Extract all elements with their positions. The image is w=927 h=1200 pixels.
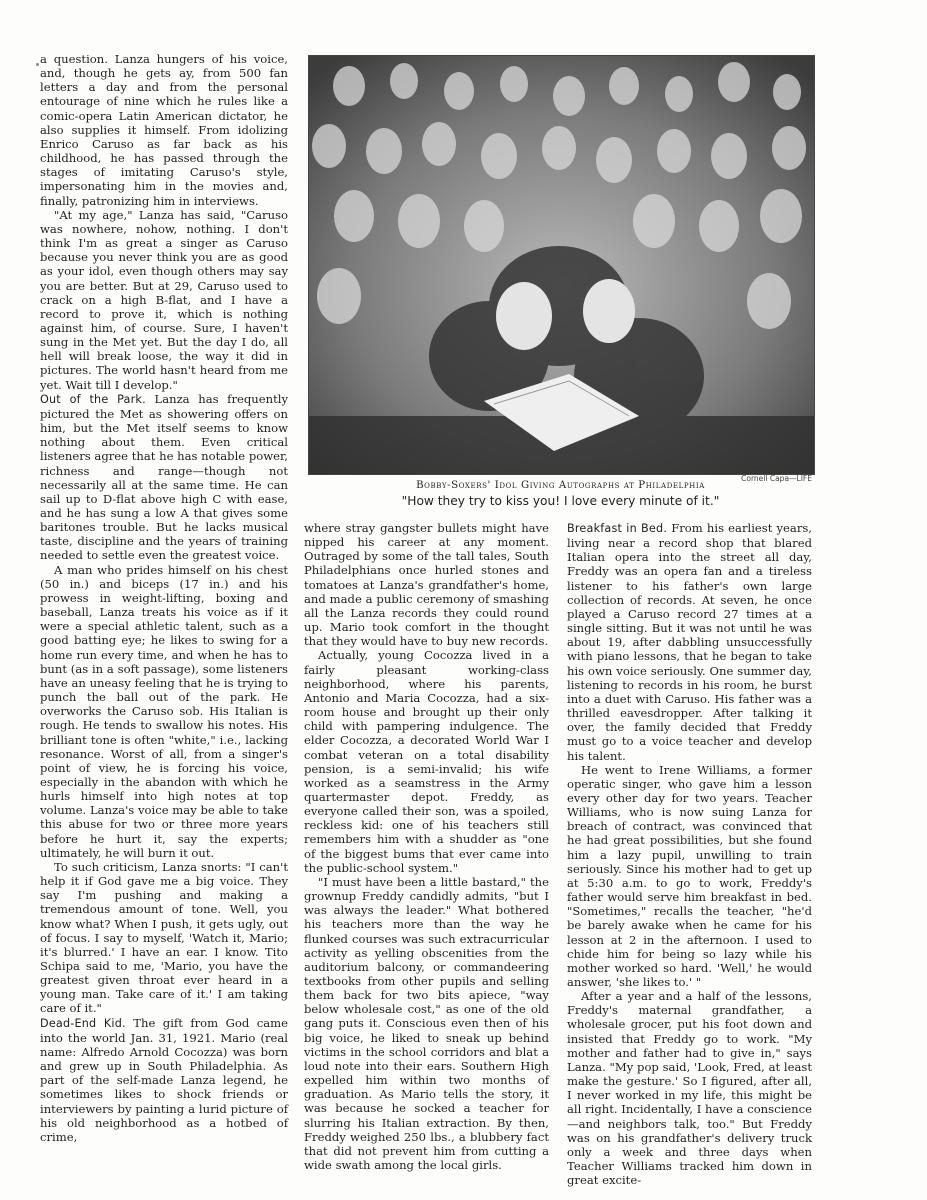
paragraph: After a year and a half of the lessons, Freddy's maternal grandfather, a wholesale grocer, put his foot down and insisted that Freddy go to work. "My mother and father had to give in," says Lanza. "My pop said, 'Look, Fred, at least make the gesture.' So I figured, after all, I never worked in my life, this might be all right. Incidentally, I have a conscience—and neighbors talk, too." But Freddy was on his grandfather's delivery truck only a week and three days when Teacher Williams tracked him down in great excite-: [567, 989, 812, 1188]
paragraph: "At my age," Lanza has said, "Caruso was nowhere, nohow, nothing. I don't think I'm as great a singer as Caruso because you never think you are as good as your idol, even though others may say you are better. But at 29, Caruso used to crack on a high B-flat, and I have a record to prove it, which is nothing against him, of course. Sure, I haven't sung in the Met yet. But the day I do, all hell will break loose, the way it did in pictures. The world hasn't heard from me yet. Wait till I develop.": [40, 207, 288, 392]
paragraph-text: Lanza has frequently pictured the Met as showering offers on him, but the Met itself seems to know nothing about them. Even critical listeners agree that he has notable power, richness and range—though not necessarily all at the same time. He can sail up to D-flat above high C with ease, and he has sung a low A that gives some baritones trouble. But he lacks musical taste, discipline and the years of training needed to settle even the greatest voice.: [40, 391, 289, 563]
crowd-photograph: [308, 55, 815, 475]
paragraph: "I must have been a little bastard," the grownup Freddy candidly admits, "but I was always the leader." What bothered his teachers more than the way he flunked courses was such extracurricular activity as yelling obscenities from the auditorium balcony, or commandeering textbooks from other pupils and selling them back for two bits apiece, "way below wholesale cost," as one of the old gang puts it. Conscious even then of his big voice, he liked to sneak up behind victims in the school corridors and blat a loud note into their ears. Southern High expelled him within two months of graduation. As Mario tells the story, it was because he socked a teacher for slurring his Italian extraction. By then, Freddy weighed 250 lbs., a blubbery fact that did not prevent him from cutting a wide swath among the local girls.: [304, 874, 549, 1173]
paragraph: Actually, young Cocozza lived in a fairly pleasant working-class neighborhood, where his parents, Antonio and Maria Cocozza, had a six-room house and brought up their only child with pampering indulgence. The elder Cocozza, a decorated World War I combat veteran on a total disability pension, is a semi-invalid; his wife worked as a seamstress in the Army quartermaster depot. Freddy, as everyone called their son, was a spoiled, reckless kid: one of his teachers still remembers him with a shudder as "one of the biggest bums that ever came into the public-school system.": [304, 648, 549, 875]
crowd-photo-image: [309, 56, 814, 474]
photo-quote: "How they try to kiss you! I love every minute of it.": [401, 494, 720, 508]
paragraph-text: From his earliest years, living near a record shop that blared Italian opera into the street all day, Freddy was an opera fan and a tireless listener to his father's own large collection of records. At seven, he once played a Caruso record 27 times at a single sitting. But it was not until he was about 19, after dabbling unsuccessfully with piano lessons, that he began to take his own voice seriously. One summer day, listening to records in his room, he burst into a duet with Caruso. His father was a thrilled eavesdropper. After talking it over, the family decided that Freddy must go to a voice teacher and develop his talent.: [567, 521, 812, 763]
section-heading: Breakfast in Bed.: [567, 522, 668, 535]
section-heading: Dead-End Kid.: [40, 1016, 126, 1030]
photo-credit: Cornell Capa—LIFE: [741, 474, 812, 483]
article-column-1: [40, 52, 288, 1144]
paragraph: where stray gangster bullets might have nipped his career at any moment. Outraged by some of the tall tales, South Philadelphians once hurled stones and tomatoes at Lanza's grandfather's home, and made a public ceremony of smashing all the Lanza records they could round up. Mario took comfort in the thought that they would have to buy new records.: [304, 521, 549, 649]
article-column-3: [567, 521, 812, 1187]
paragraph: A man who prides himself on his chest (50 in.) and biceps (17 in.) and his prowess in weight-lifting, boxing and baseball, Lanza treats his voice as if it were a special athletic talent, such as a good batting eye; he likes to swing for a home run every time, and when he has to bunt (as in a soft passage), some listeners have an uneasy feeling that he is trying to punch the ball out of the park. He overworks the Caruso sob. His Italian is rough. He tends to swallow his notes. His brilliant tone is often "white," i.e., lacking resonance. Worst of all, from a singer's point of view, he is forcing his voice, especially in the abandon with which he hurls himself into high notes at top volume. Lanza's voice may be able to take this abuse for two or three more years before he hurt it, say the experts; ultimately, he will burn it out.: [40, 562, 288, 860]
photo-caption: Bobby-Soxers' Idol Giving Autographs at Philadelphia: [416, 480, 705, 491]
section-paragraph: [40, 392, 288, 563]
article-column-2: [304, 521, 549, 1172]
paragraph: To such criticism, Lanza snorts: "I can't help it if God gave me a big voice. They say I'm pushing and making a tremendous amount of tone. Well, you know what? When I push, it gets ugly, out of focus. I say to myself, 'Watch it, Mario; it's blurred.' I have an ear. I know. Tito Schipa said to me, 'Mario, you have the greatest given throat ever heard in a young man. Take care of it.' I am taking care of it.": [40, 859, 288, 1016]
section-paragraph: [567, 521, 812, 763]
paragraph: He went to Irene Williams, a former operatic singer, who gave him a lesson every other day for two years. Teacher Williams, who is now suing Lanza for breach of contract, was convinced that he had great possibilities, but she found him a lazy pupil, unwilling to train seriously. Since his mother had to get up at 5:30 a.m. to go to work, Freddy's father would serve him breakfast in bed. "Sometimes," recalls the teacher, "he'd be barely awake when he came for his lesson at 2 in the afternoon. I used to chide him for being so lazy while his mother worked so hard. 'Well,' he would answer, 'she likes to.' ": [567, 762, 812, 989]
paragraph: a question. Lanza hungers of his voice, and, though he gets ay, from 500 fan letters a day and from the personal entourage of nine which he rules like a comic-opera Latin American dictator, he also supplies it himself. From idolizing Enrico Caruso as far back as his childhood, he has passed through the stages of imitating Caruso's style, impersonating him in the movies and, finally, patronizing him in interviews.: [40, 52, 288, 208]
section-paragraph: [40, 1016, 288, 1144]
paragraph-text: The gift from God came into the world Jan. 31, 1921. Mario (real name: Alfredo Arnold Cocozza) was born and grew up in South Philadelphia. As part of the self-made Lanza legend, he sometimes likes to shock friends or interviewers by painting a lurid picture of his old neighborhood as a hotbed of crime,: [40, 1015, 288, 1144]
page-speck: [36, 63, 39, 66]
section-heading: Out of the Park.: [40, 392, 146, 406]
